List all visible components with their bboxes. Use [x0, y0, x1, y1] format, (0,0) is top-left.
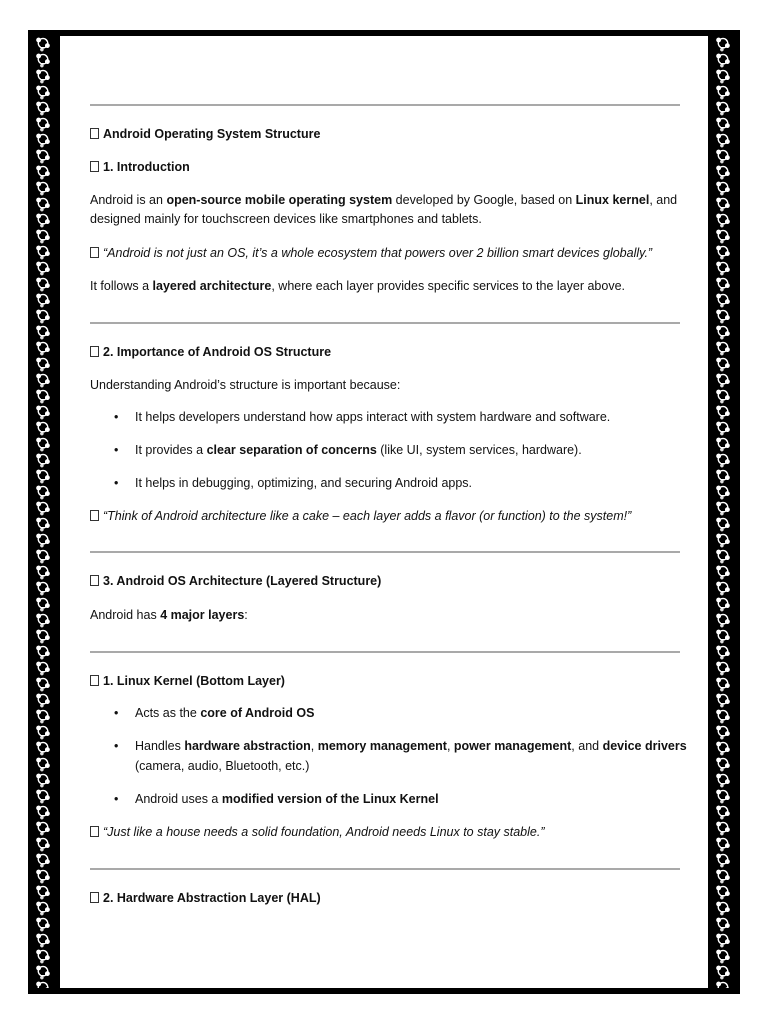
bullet-marker: •: [114, 706, 119, 720]
subsection-heading-linux-kernel: 1. Linux Kernel (Bottom Layer): [90, 671, 285, 691]
horizontal-rule: [90, 104, 680, 106]
horizontal-rule: [90, 551, 680, 553]
kernel-list-item: Handles hardware abstraction, memory management, power management, and device drivers: [135, 739, 687, 753]
intro-paragraph-line-1: Android is an open-source mobile operating system developed by Google, based on Linux kernel, and: [90, 193, 678, 207]
kernel-list-item-continuation: (camera, audio, Bluetooth, etc.): [135, 759, 310, 773]
section-heading-introduction: 1. Introduction: [90, 157, 190, 177]
intro-paragraph-line-2: designed mainly for touchscreen devices like smartphones and tablets.: [90, 212, 482, 226]
importance-list-item: It helps developers understand how apps interact with system hardware and software.: [135, 410, 611, 424]
missing-glyph-icon: [90, 892, 99, 903]
missing-glyph-icon: [90, 675, 99, 686]
missing-glyph-icon: [90, 161, 99, 172]
importance-lead: Understanding Android’s structure is important because:: [90, 378, 401, 392]
importance-list-item: It provides a clear separation of concerns (like UI, system services, hardware).: [135, 443, 582, 457]
intro-quote: “Android is not just an OS, it’s a whole ecosystem that powers over 2 billion smart devices globally.”: [90, 243, 652, 263]
section-heading-architecture: 3. Android OS Architecture (Layered Structure): [90, 571, 381, 591]
importance-list-item: It helps in debugging, optimizing, and securing Android apps.: [135, 476, 473, 490]
missing-glyph-icon: [90, 346, 99, 357]
subsection-heading-hal: 2. Hardware Abstraction Layer (HAL): [90, 888, 321, 908]
kernel-list-item: Acts as the core of Android OS: [135, 706, 315, 720]
horizontal-rule: [90, 322, 680, 324]
architecture-lead: Android has 4 major layers:: [90, 608, 248, 622]
missing-glyph-icon: [90, 510, 99, 521]
missing-glyph-icon: [90, 575, 99, 586]
intro-paragraph-2: It follows a layered architecture, where each layer provides specific services to the layer above.: [90, 279, 625, 293]
bullet-marker: •: [114, 739, 119, 753]
section-heading-importance: 2. Importance of Android OS Structure: [90, 342, 331, 362]
horizontal-rule: [90, 868, 680, 870]
horizontal-rule: [90, 651, 680, 653]
importance-quote: “Think of Android architecture like a cake – each layer adds a flavor (or function) to the system!”: [90, 506, 631, 526]
document-page: [60, 36, 708, 988]
bullet-marker: •: [114, 476, 119, 490]
bullet-marker: •: [114, 443, 119, 457]
bullet-marker: •: [114, 792, 119, 806]
missing-glyph-icon: [90, 826, 99, 837]
kernel-list-item: Android uses a modified version of the Linux Kernel: [135, 792, 439, 806]
missing-glyph-icon: [90, 128, 99, 139]
missing-glyph-icon: [90, 247, 99, 258]
kernel-quote: “Just like a house needs a solid foundation, Android needs Linux to stay stable.”: [90, 822, 544, 842]
decorative-border-left: [32, 36, 54, 988]
bullet-marker: •: [114, 410, 119, 424]
document-title: Android Operating System Structure: [90, 124, 320, 144]
decorative-border-right: [712, 36, 734, 988]
